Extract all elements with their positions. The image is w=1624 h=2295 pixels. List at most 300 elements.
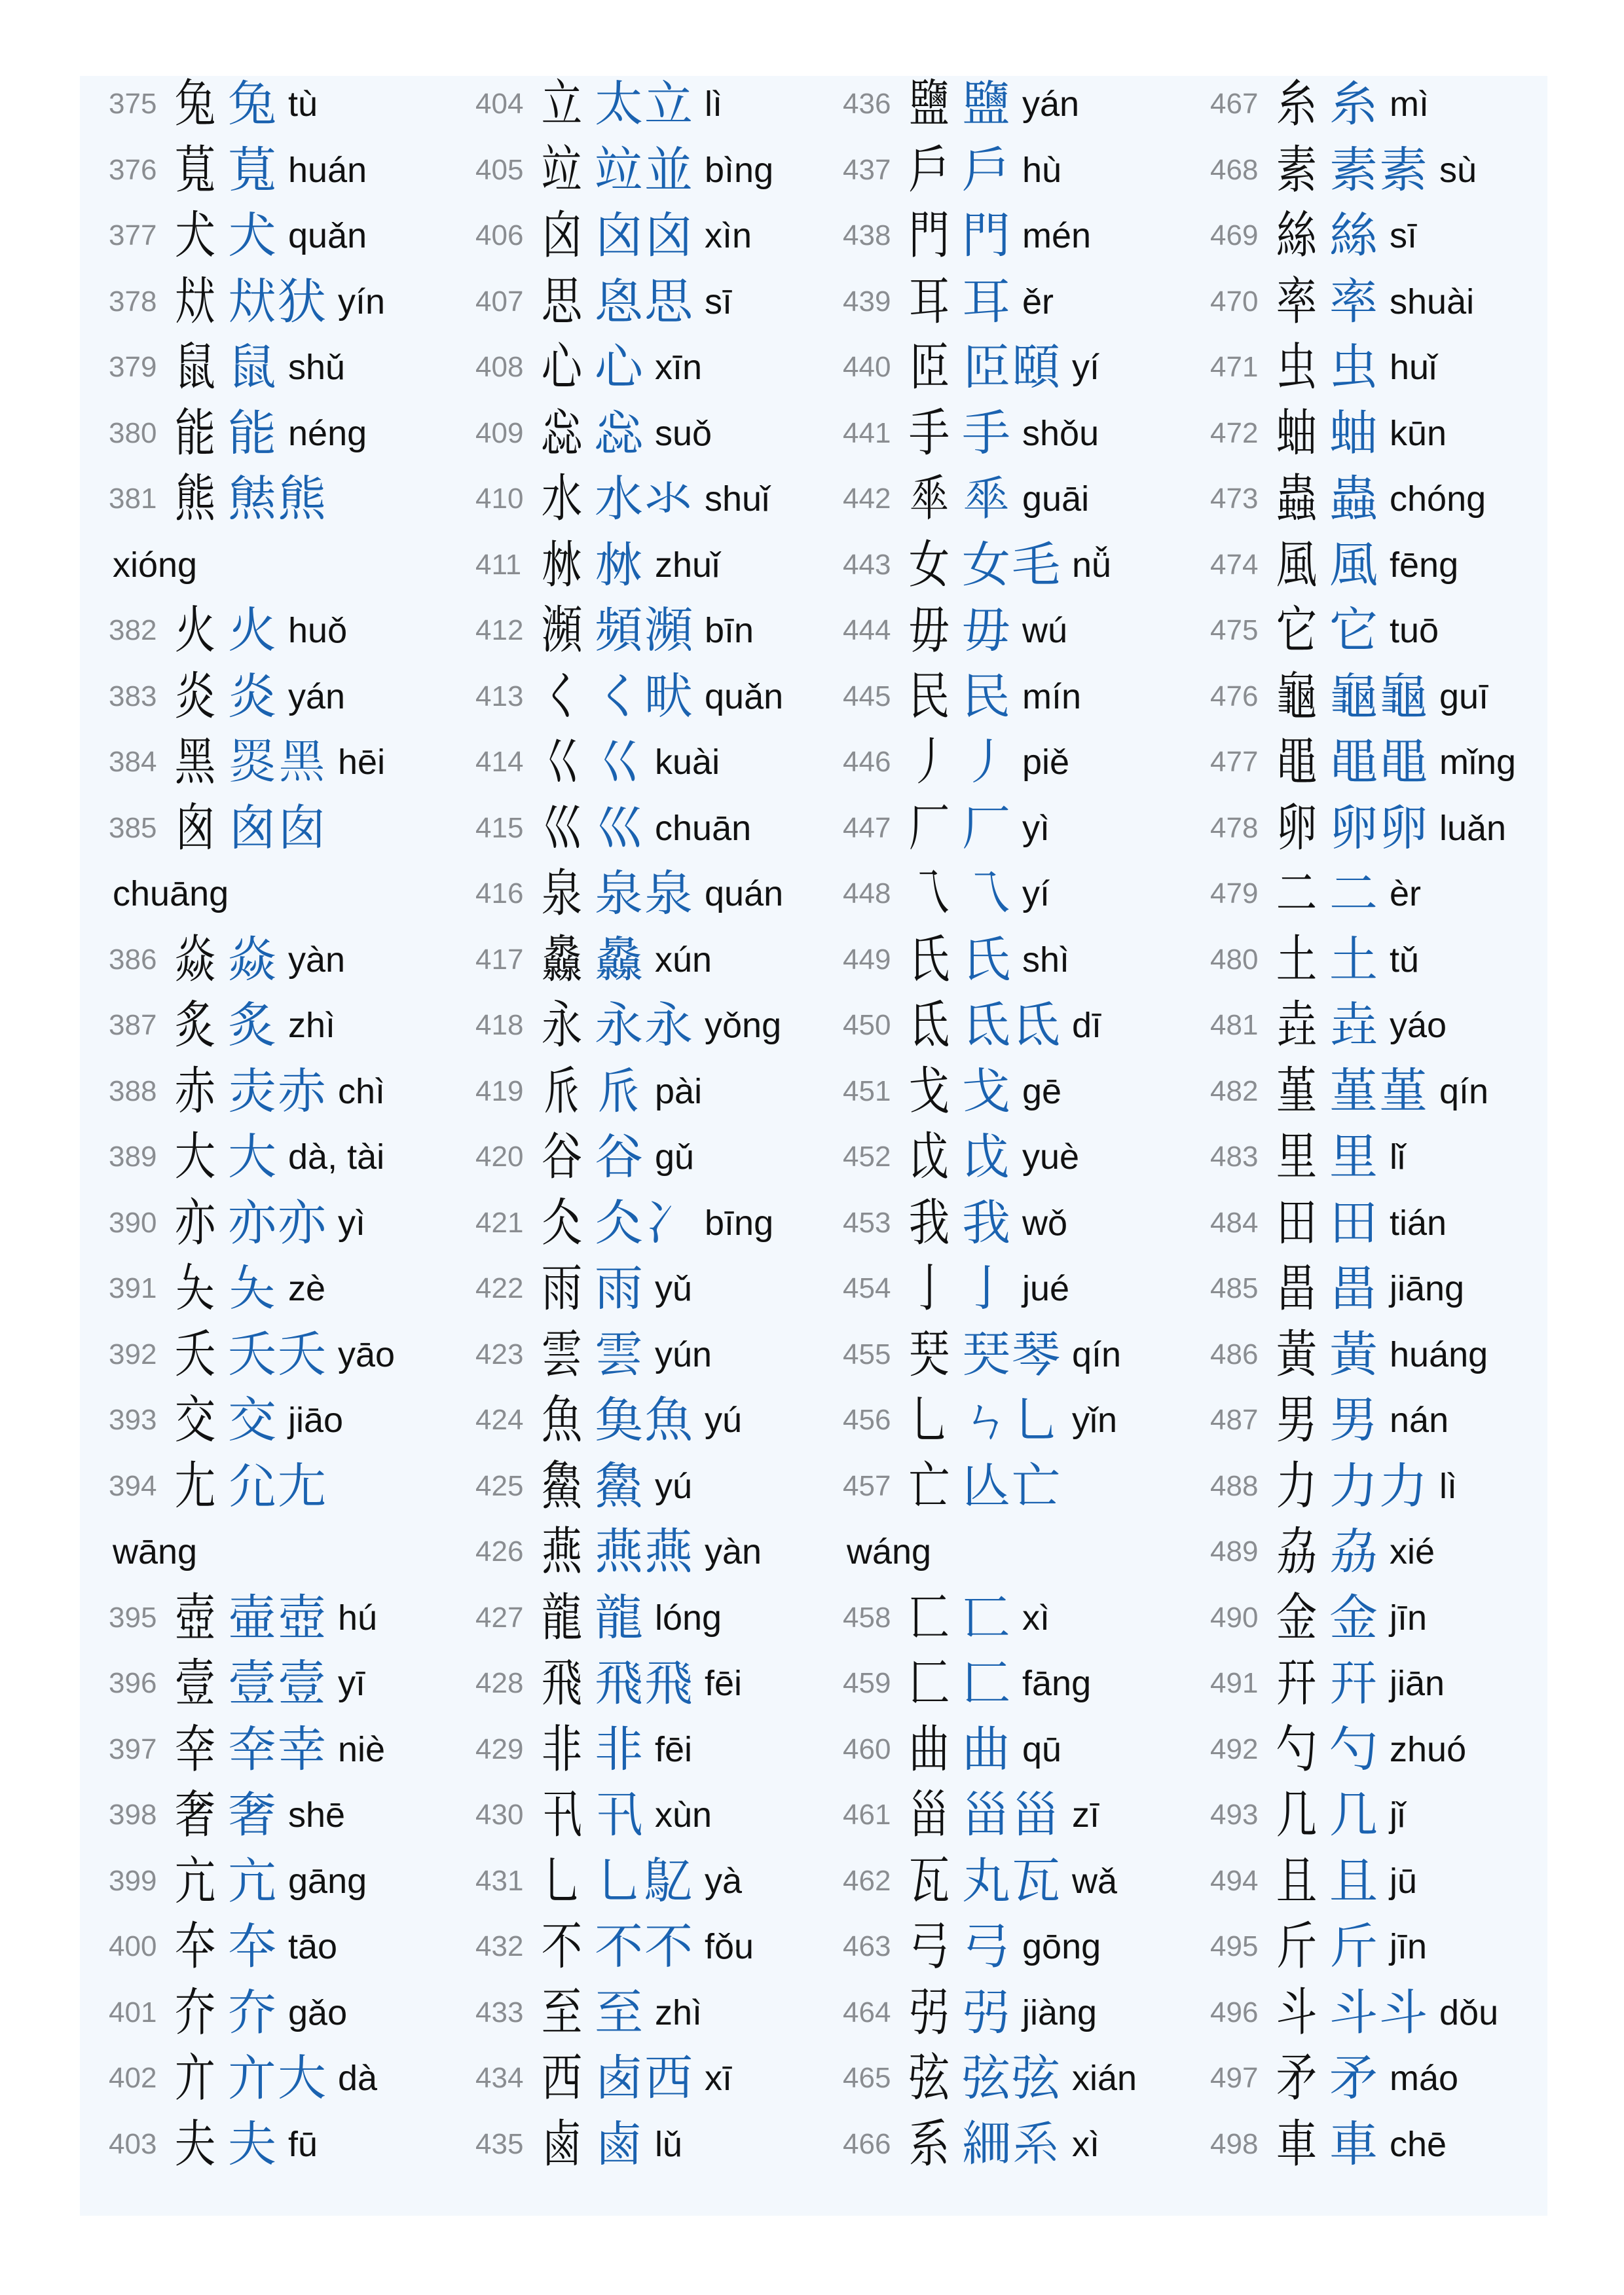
modern-characters: 㹜犾 (228, 273, 327, 330)
entry-number: 438 (843, 219, 891, 252)
seal-glyph: 卂 (541, 1786, 583, 1845)
pinyin: wú (1022, 611, 1068, 651)
seal-glyph: 乚 (908, 1391, 950, 1450)
entry-row (1210, 1190, 1577, 1257)
entry-number: 436 (843, 88, 891, 120)
entry-row (109, 1124, 475, 1190)
entry-row (843, 1322, 1209, 1388)
entry-number: 419 (475, 1074, 524, 1107)
pinyin: xī (705, 2059, 733, 2099)
seal-glyph: 鹵 (541, 2114, 583, 2174)
entry-number: 484 (1210, 1206, 1259, 1239)
entry-number: 416 (475, 877, 524, 910)
pinyin: lì (1439, 1466, 1457, 1506)
entry-row (475, 466, 842, 532)
entry-row (843, 1848, 1209, 1915)
pinyin: lǐ (1390, 1137, 1405, 1177)
entry-row (109, 1585, 475, 1651)
seal-glyph: 幵 (1276, 1654, 1318, 1714)
entry-number: 409 (475, 416, 524, 449)
pinyin: shē (288, 1795, 346, 1835)
seal-glyph: 兔 (174, 75, 216, 134)
modern-characters: 囟囟 (595, 208, 694, 265)
entry-number: 491 (1210, 1667, 1259, 1700)
modern-characters: 卥西 (595, 2050, 694, 2107)
pinyin: jiāo (288, 1401, 344, 1441)
seal-glyph: 耳 (908, 272, 950, 331)
seal-glyph: 亦 (174, 1193, 216, 1253)
modern-characters: 民 (962, 668, 1012, 725)
seal-glyph: 絲 (1276, 206, 1318, 266)
pinyin: yì (1022, 808, 1050, 848)
pinyin: xián (1072, 2059, 1137, 2099)
pinyin: èr (1390, 874, 1422, 914)
seal-glyph: 㚔 (174, 1719, 216, 1779)
modern-characters: 飛飛 (595, 1655, 694, 1712)
modern-characters: 矛 (1329, 2050, 1379, 2107)
entry-row (109, 796, 475, 862)
entry-row (843, 1059, 1209, 1125)
modern-characters: 田 (1329, 1194, 1379, 1251)
pinyin: zhì (288, 1006, 336, 1046)
entry-number: 492 (1210, 1733, 1259, 1765)
entry-number: 405 (475, 153, 524, 186)
entry-number: 398 (109, 1799, 157, 1831)
entry-row (1210, 269, 1577, 335)
pinyin: zè (288, 1269, 326, 1309)
modern-characters: 且 (1329, 1852, 1379, 1909)
entry-number: 463 (843, 1930, 891, 1963)
modern-characters: 能 (228, 405, 278, 462)
entry-row (843, 1980, 1209, 2046)
entry-number: 424 (475, 1404, 524, 1437)
entry-row (109, 1387, 475, 1454)
entry-number: 466 (843, 2127, 891, 2160)
pinyin: fēi (655, 1729, 693, 1769)
seal-glyph: 厂 (908, 798, 950, 858)
seal-glyph: 熊 (174, 469, 216, 529)
entry-row (843, 71, 1209, 138)
entry-number: 429 (475, 1733, 524, 1765)
modern-characters: 斗斗 (1329, 1984, 1429, 2041)
entry-row (1210, 1717, 1577, 1783)
pinyin: suǒ (655, 413, 712, 453)
seal-glyph: 炎 (174, 667, 216, 726)
entry-number: 426 (475, 1535, 524, 1568)
entry-row (1210, 664, 1577, 730)
seal-glyph: 金 (1276, 1588, 1318, 1647)
seal-glyph: 夰 (174, 1983, 216, 2042)
entry-number: 414 (475, 746, 524, 779)
modern-characters: 水氺 (595, 471, 694, 528)
seal-glyph: 永 (541, 996, 583, 1056)
modern-characters: 勺 (1329, 1721, 1379, 1778)
seal-glyph: 沝 (541, 535, 583, 595)
modern-characters: 氐氐 (962, 997, 1061, 1054)
entry-number: 418 (475, 1009, 524, 1042)
modern-characters: 巜 (595, 734, 644, 791)
seal-glyph: 萈 (174, 140, 216, 200)
entry-row (843, 466, 1209, 532)
entry-number: 402 (109, 2062, 157, 2095)
entry-row (1210, 1848, 1577, 1915)
entry-number: 410 (475, 483, 524, 515)
pinyin: tāo (288, 1927, 338, 1967)
entry-number: 473 (1210, 483, 1259, 515)
entry-row (843, 335, 1209, 401)
modern-characters: 乁 (962, 866, 1012, 923)
seal-glyph: 率 (1276, 272, 1318, 331)
entry-number: 404 (475, 88, 524, 120)
entry-number: 380 (109, 416, 157, 449)
entry-row (475, 1848, 842, 1915)
entry-row (1210, 532, 1577, 598)
pinyin: mín (1022, 676, 1082, 716)
entry-row (475, 1124, 842, 1190)
entry-row (475, 1519, 842, 1585)
entry-row (843, 1717, 1209, 1783)
modern-characters: 亢 (228, 1852, 278, 1909)
entry-row (843, 993, 1209, 1059)
entry-number: 472 (1210, 416, 1259, 449)
modern-characters: 𪐗黑 (228, 734, 327, 791)
modern-characters: 太立 (595, 76, 694, 133)
modern-characters: 女毛 (962, 536, 1061, 593)
seal-glyph: 魚 (541, 1391, 583, 1450)
pinyin: jīn (1390, 1927, 1428, 1967)
entry-row (475, 401, 842, 467)
seal-glyph: 曲 (908, 1719, 950, 1779)
pinyin: huán (288, 150, 367, 190)
modern-characters: 仌冫 (595, 1194, 694, 1251)
entry-row (109, 1322, 475, 1388)
seal-glyph: 𠂢 (541, 1061, 583, 1121)
pinyin: yī (338, 1664, 366, 1704)
modern-characters: 它 (1329, 602, 1379, 659)
seal-glyph: 乚 (541, 1851, 583, 1911)
pinyin: chuāng (113, 874, 229, 914)
entry-number: 453 (843, 1206, 891, 1239)
seal-glyph: 巜 (541, 733, 583, 792)
seal-glyph: 壹 (174, 1654, 216, 1714)
entry-number: 459 (843, 1667, 891, 1700)
seal-glyph: 𩺰 (541, 1456, 583, 1516)
entry-number: 431 (475, 1864, 524, 1897)
entry-row (475, 269, 842, 335)
modern-characters: 垚 (1329, 997, 1379, 1054)
pinyin: zhuó (1390, 1729, 1467, 1769)
modern-characters: 谷 (595, 1129, 644, 1186)
seal-glyph: 龍 (541, 1588, 583, 1647)
entry-number: 423 (475, 1338, 524, 1370)
modern-characters: 曲 (962, 1721, 1012, 1778)
pinyin: bìng (705, 150, 774, 190)
seal-glyph: 泉 (541, 864, 583, 924)
pinyin: sī (705, 282, 733, 321)
entry-row (1210, 927, 1577, 993)
seal-glyph: 珡 (908, 1325, 950, 1384)
seal-glyph: 垚 (1276, 996, 1318, 1056)
seal-glyph: 蟲 (1276, 469, 1318, 529)
seal-glyph: 畕 (1276, 1259, 1318, 1319)
entry-row (475, 1256, 842, 1322)
pinyin: tǔ (1390, 940, 1420, 980)
seal-glyph: 立 (541, 75, 583, 134)
pinyin: xún (655, 940, 712, 980)
pinyin: tuō (1390, 611, 1439, 651)
modern-characters: 亅 (962, 1260, 1012, 1317)
entry-number: 497 (1210, 2062, 1259, 2095)
entry-row (109, 269, 475, 335)
modern-characters: 巛 (595, 799, 644, 856)
modern-characters: 手 (962, 405, 1012, 462)
pinyin: shì (1022, 940, 1070, 980)
modern-characters: 𥿑系 (962, 2116, 1061, 2173)
seal-glyph: 灥 (541, 930, 583, 989)
seal-glyph: 女 (908, 535, 950, 595)
entry-row (1210, 1585, 1577, 1651)
entry-number: 451 (843, 1074, 891, 1107)
modern-characters: 交 (228, 1392, 278, 1449)
seal-glyph: 雨 (541, 1259, 583, 1319)
seal-glyph: 氏 (908, 930, 950, 989)
seal-glyph: 囟 (541, 206, 583, 266)
entry-row (109, 335, 475, 401)
entry-row (109, 1848, 475, 1915)
entry-row (1210, 1980, 1577, 2046)
entry-row (475, 1914, 842, 1980)
modern-characters: 門 (962, 208, 1012, 265)
seal-glyph: 素 (1276, 140, 1318, 200)
modern-characters: 珡琴 (962, 1326, 1061, 1383)
entry-row (843, 1454, 1209, 1520)
entry-row (843, 796, 1209, 862)
entry-row (109, 1454, 475, 1520)
entry-row (475, 796, 842, 862)
entry-number: 375 (109, 88, 157, 120)
modern-characters: 弦弦 (962, 2050, 1061, 2107)
modern-characters: ㄣ乚 (962, 1392, 1061, 1449)
entry-row (843, 138, 1209, 204)
entry-number: 408 (475, 351, 524, 384)
pinyin: fāng (1022, 1664, 1092, 1704)
entry-row (843, 1914, 1209, 1980)
entry-number: 443 (843, 548, 891, 581)
seal-glyph: 壺 (174, 1588, 216, 1647)
modern-characters: 囪囱 (228, 799, 327, 856)
entry-row (1210, 71, 1577, 138)
entry-number: 476 (1210, 680, 1259, 712)
modern-characters: 不不 (595, 1919, 694, 1975)
modern-characters: 鹵 (595, 2116, 644, 2173)
entry-row (1210, 2046, 1577, 2112)
seal-glyph: 弓 (908, 1917, 950, 1977)
entry-number: 397 (109, 1733, 157, 1765)
entry-number: 434 (475, 2062, 524, 2095)
pinyin: lǔ (655, 2124, 683, 2164)
entry-row (1210, 138, 1577, 204)
seal-glyph: 犬 (174, 206, 216, 266)
entry-row (109, 1717, 475, 1783)
modern-characters: 㚔幸 (228, 1721, 327, 1778)
entry-number: 485 (1210, 1272, 1259, 1305)
entry-row (475, 1782, 842, 1848)
modern-characters: 炎 (228, 668, 278, 725)
entry-number: 394 (109, 1469, 157, 1502)
pinyin: hú (338, 1598, 378, 1638)
modern-characters: 力力 (1329, 1458, 1429, 1515)
entry-number: 403 (109, 2127, 157, 2160)
modern-characters: 匸 (962, 1589, 1012, 1646)
seal-glyph: 巛 (541, 798, 583, 858)
pinyin: luǎn (1439, 808, 1507, 848)
seal-glyph: 亣 (174, 2049, 216, 2108)
modern-characters: 毋 (962, 602, 1012, 659)
pinyin: dà (338, 2059, 378, 2099)
pinyin: xié (1390, 1532, 1435, 1572)
pinyin: quán (705, 874, 784, 914)
entry-number: 425 (475, 1469, 524, 1502)
pinyin: chē (1390, 2124, 1447, 2164)
seal-glyph: 甾 (908, 1786, 950, 1845)
entry-number: 440 (843, 351, 891, 384)
entry-row (843, 1585, 1209, 1651)
modern-characters: 蟲 (1329, 471, 1379, 528)
pinyin: hù (1022, 150, 1062, 190)
entry-row (475, 532, 842, 598)
seal-glyph: 劦 (1276, 1522, 1318, 1582)
pinyin: zhì (655, 1992, 703, 2032)
entry-number: 411 (475, 548, 522, 581)
entry-row (843, 1256, 1209, 1322)
seal-glyph: 夭 (174, 1325, 216, 1384)
pinyin: huǐ (1390, 348, 1437, 388)
seal-glyph: 堇 (1276, 1061, 1318, 1121)
entry-number: 422 (475, 1272, 524, 1305)
pinyin: gōng (1022, 1927, 1101, 1967)
entry-number: 430 (475, 1799, 524, 1831)
entry-row (1210, 993, 1577, 1059)
pinyin: quǎn (705, 676, 784, 716)
seal-glyph: 黃 (1276, 1325, 1318, 1384)
pinyin: chì (338, 1071, 386, 1111)
entry-number: 448 (843, 877, 891, 910)
modern-characters: 心 (595, 339, 644, 396)
entry-number: 437 (843, 153, 891, 186)
entry-row (475, 729, 842, 796)
seal-glyph: 且 (1276, 1851, 1318, 1911)
pinyin: yuè (1022, 1137, 1080, 1177)
modern-characters: 犬 (228, 208, 278, 265)
seal-glyph: 交 (174, 1391, 216, 1450)
pinyin: wáng (847, 1532, 932, 1572)
modern-characters: 素素 (1329, 141, 1429, 198)
entry-number: 490 (1210, 1601, 1259, 1634)
seal-glyph: 焱 (174, 930, 216, 989)
modern-characters: 里 (1329, 1129, 1379, 1186)
seal-glyph: 匸 (908, 1588, 950, 1647)
entry-row (1210, 598, 1577, 664)
pinyin: gē (1022, 1071, 1062, 1111)
modern-characters: 惢 (595, 405, 644, 462)
modern-characters: 斤 (1329, 1919, 1379, 1975)
entry-number: 381 (109, 483, 157, 515)
entry-number: 421 (475, 1206, 524, 1239)
entry-row (843, 203, 1209, 269)
pinyin: yú (655, 1466, 693, 1506)
modern-characters: 㷱熊 (228, 471, 327, 528)
seal-glyph: く (541, 667, 583, 726)
seal-glyph: 炙 (174, 996, 216, 1056)
entry-row (475, 1980, 842, 2046)
modern-characters: 風 (1329, 536, 1379, 593)
entry-number: 442 (843, 483, 891, 515)
entry-row (475, 1387, 842, 1454)
entry-number: 412 (475, 614, 524, 647)
modern-characters: 卂 (595, 1787, 644, 1844)
seal-glyph: 里 (1276, 1128, 1318, 1187)
entry-row (843, 861, 1209, 927)
seal-glyph: 蚰 (1276, 403, 1318, 463)
entry-row (475, 2112, 842, 2178)
entry-number: 383 (109, 680, 157, 712)
modern-characters: 甾甾 (962, 1787, 1061, 1844)
entry-number: 435 (475, 2127, 524, 2160)
seal-glyph: 力 (1276, 1456, 1318, 1516)
seal-glyph: 不 (541, 1917, 583, 1977)
entry-row (843, 1124, 1209, 1190)
seal-glyph: 亡 (908, 1456, 950, 1516)
seal-glyph: 水 (541, 469, 583, 529)
modern-characters: 火 (228, 602, 278, 659)
seal-glyph: 土 (1276, 930, 1318, 989)
seal-glyph: 黑 (174, 733, 216, 792)
modern-characters: 戈 (962, 1063, 1012, 1120)
modern-characters: 堇堇 (1329, 1063, 1429, 1120)
pinyin: fēng (1390, 545, 1459, 585)
entry-number: 441 (843, 416, 891, 449)
seal-glyph: 戈 (908, 1061, 950, 1121)
seal-glyph: 民 (908, 667, 950, 726)
entry-row (1210, 1059, 1577, 1125)
entry-row (475, 1059, 842, 1125)
modern-characters: 絲 (1329, 208, 1379, 265)
modern-characters: 亦亦 (228, 1194, 327, 1251)
entry-number: 399 (109, 1864, 157, 1897)
pinyin: jué (1022, 1269, 1070, 1309)
entry-number: 477 (1210, 746, 1259, 779)
pinyin: mǐng (1439, 743, 1517, 782)
modern-characters: 車 (1329, 2116, 1379, 2173)
modern-characters: 男 (1329, 1392, 1379, 1449)
modern-characters: 灻赤 (228, 1063, 327, 1120)
pinyin: xùn (655, 1795, 712, 1835)
pinyin: wǎ (1072, 1861, 1118, 1901)
seal-glyph: 夨 (174, 1259, 216, 1319)
pinyin: yún (655, 1334, 712, 1374)
entry-number: 390 (109, 1206, 157, 1239)
modern-characters: 亾亡 (962, 1458, 1061, 1515)
entry-number: 479 (1210, 877, 1259, 910)
seal-glyph: 尢 (174, 1456, 216, 1516)
pinyin: guāi (1022, 479, 1090, 519)
modern-characters: 壷壺 (228, 1589, 327, 1646)
modern-characters: 燕燕 (595, 1524, 694, 1581)
modern-characters: 恖思 (595, 273, 694, 330)
seal-glyph: 鹽 (908, 75, 950, 134)
seal-glyph: 斗 (1276, 1983, 1318, 2042)
seal-glyph: 匚 (908, 1654, 950, 1714)
